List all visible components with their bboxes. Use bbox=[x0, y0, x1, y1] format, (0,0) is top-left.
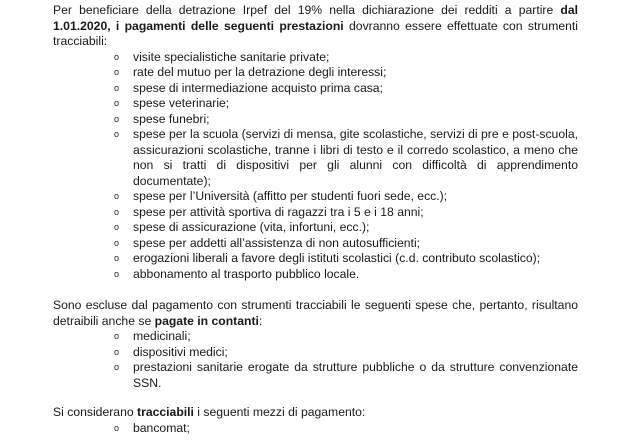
list-item: o spese per la scuola (servizi di mensa, gite scolastiche, servizi di pre e post-scuola, assicurazioni scolastiche, tranne i libri di testo e il corredo scolastico, a meno che non si tratti di dispositivi per gli alunni con difficoltà di apprendimento documentate); bbox=[114, 127, 578, 188]
list-item: o erogazioni liberali a favore degli istituti scolastici (c.d. contributo scolastico); bbox=[114, 251, 541, 265]
payment-means-list bbox=[53, 421, 578, 437]
list-item: o prestazioni sanitarie erogate da strutture pubbliche o da strutture convenzionate SSN. bbox=[114, 360, 578, 390]
bullet-icon: o bbox=[114, 51, 120, 62]
bullet-icon: o bbox=[114, 82, 120, 93]
bullet-icon: o bbox=[114, 422, 120, 433]
document-body bbox=[53, 3, 578, 436]
bullet-icon: o bbox=[114, 331, 120, 341]
bullet-icon: o bbox=[114, 67, 120, 77]
list-item: o spese di intermediazione acquisto prima casa; bbox=[114, 80, 383, 95]
means-paragraph bbox=[53, 405, 578, 421]
intro-paragraph bbox=[53, 3, 578, 50]
excluded-text-1: Sono escluse dal pagamento con strumenti tracciabili le seguenti spese che, pertanto, risultano detraibili anche se bbox=[53, 298, 578, 328]
list-item: o dispositivi medici; bbox=[114, 344, 228, 359]
bullet-icon: o bbox=[114, 346, 120, 357]
intro-text-2: dovranno essere effettuate con strumenti tracciabili: bbox=[53, 18, 579, 48]
bullet-icon: o bbox=[114, 253, 120, 263]
spacer bbox=[53, 282, 578, 298]
means-text-1: Si considerano bbox=[53, 405, 138, 419]
list-item: o spese per addetti all’assistenza di non autosufficienti; bbox=[114, 235, 421, 250]
bullet-icon: o bbox=[114, 191, 120, 201]
bullet-icon: o bbox=[114, 98, 120, 108]
list-item: o spese per attività sportiva di ragazzi tra i 5 e i 18 anni; bbox=[114, 204, 424, 219]
list-item: o bancomat; bbox=[114, 420, 190, 435]
bullet-icon: o bbox=[114, 206, 120, 217]
means-text-2: i seguenti mezzi di pagamento: bbox=[193, 405, 366, 419]
means-text-bold: tracciabili bbox=[137, 405, 194, 419]
list-item: o rate del mutuo per la detrazione degli interessi; bbox=[114, 65, 387, 79]
cash-expenses-list bbox=[53, 329, 578, 391]
list-item: o spese di assicurazione (vita, infortuni, ecc.); bbox=[114, 220, 370, 234]
list-item: o abbonamento al trasporto pubblico locale. bbox=[114, 266, 360, 281]
spacer bbox=[53, 391, 578, 405]
excluded-paragraph bbox=[53, 298, 578, 329]
list-item: o spese funebri; bbox=[114, 111, 210, 126]
list-item: o spese veterinarie; bbox=[114, 96, 230, 110]
bullet-icon: o bbox=[114, 113, 120, 124]
excluded-text-bold: pagate in contanti bbox=[154, 313, 259, 328]
excluded-text-2: : bbox=[258, 313, 263, 328]
bullet-icon: o bbox=[114, 129, 120, 139]
bullet-icon: o bbox=[114, 222, 120, 232]
bullet-icon: o bbox=[114, 268, 120, 279]
list-item: o visite specialistiche sanitarie private; bbox=[114, 49, 330, 64]
list-item: o spese per l’Università (affitto per studenti fuori sede, ecc.); bbox=[114, 189, 448, 203]
intro-text-bold: dal 1.01.2020, i pagamenti delle seguenti prestazioni bbox=[53, 3, 578, 33]
bullet-icon: o bbox=[114, 362, 120, 372]
traceable-expenses-list bbox=[53, 50, 578, 283]
bullet-icon: o bbox=[114, 237, 120, 248]
intro-text-1: Per beneficiare della detrazione Irpef del 19% nella dichiarazione dei redditi a partire bbox=[53, 3, 561, 17]
list-item: o medicinali; bbox=[114, 329, 191, 343]
